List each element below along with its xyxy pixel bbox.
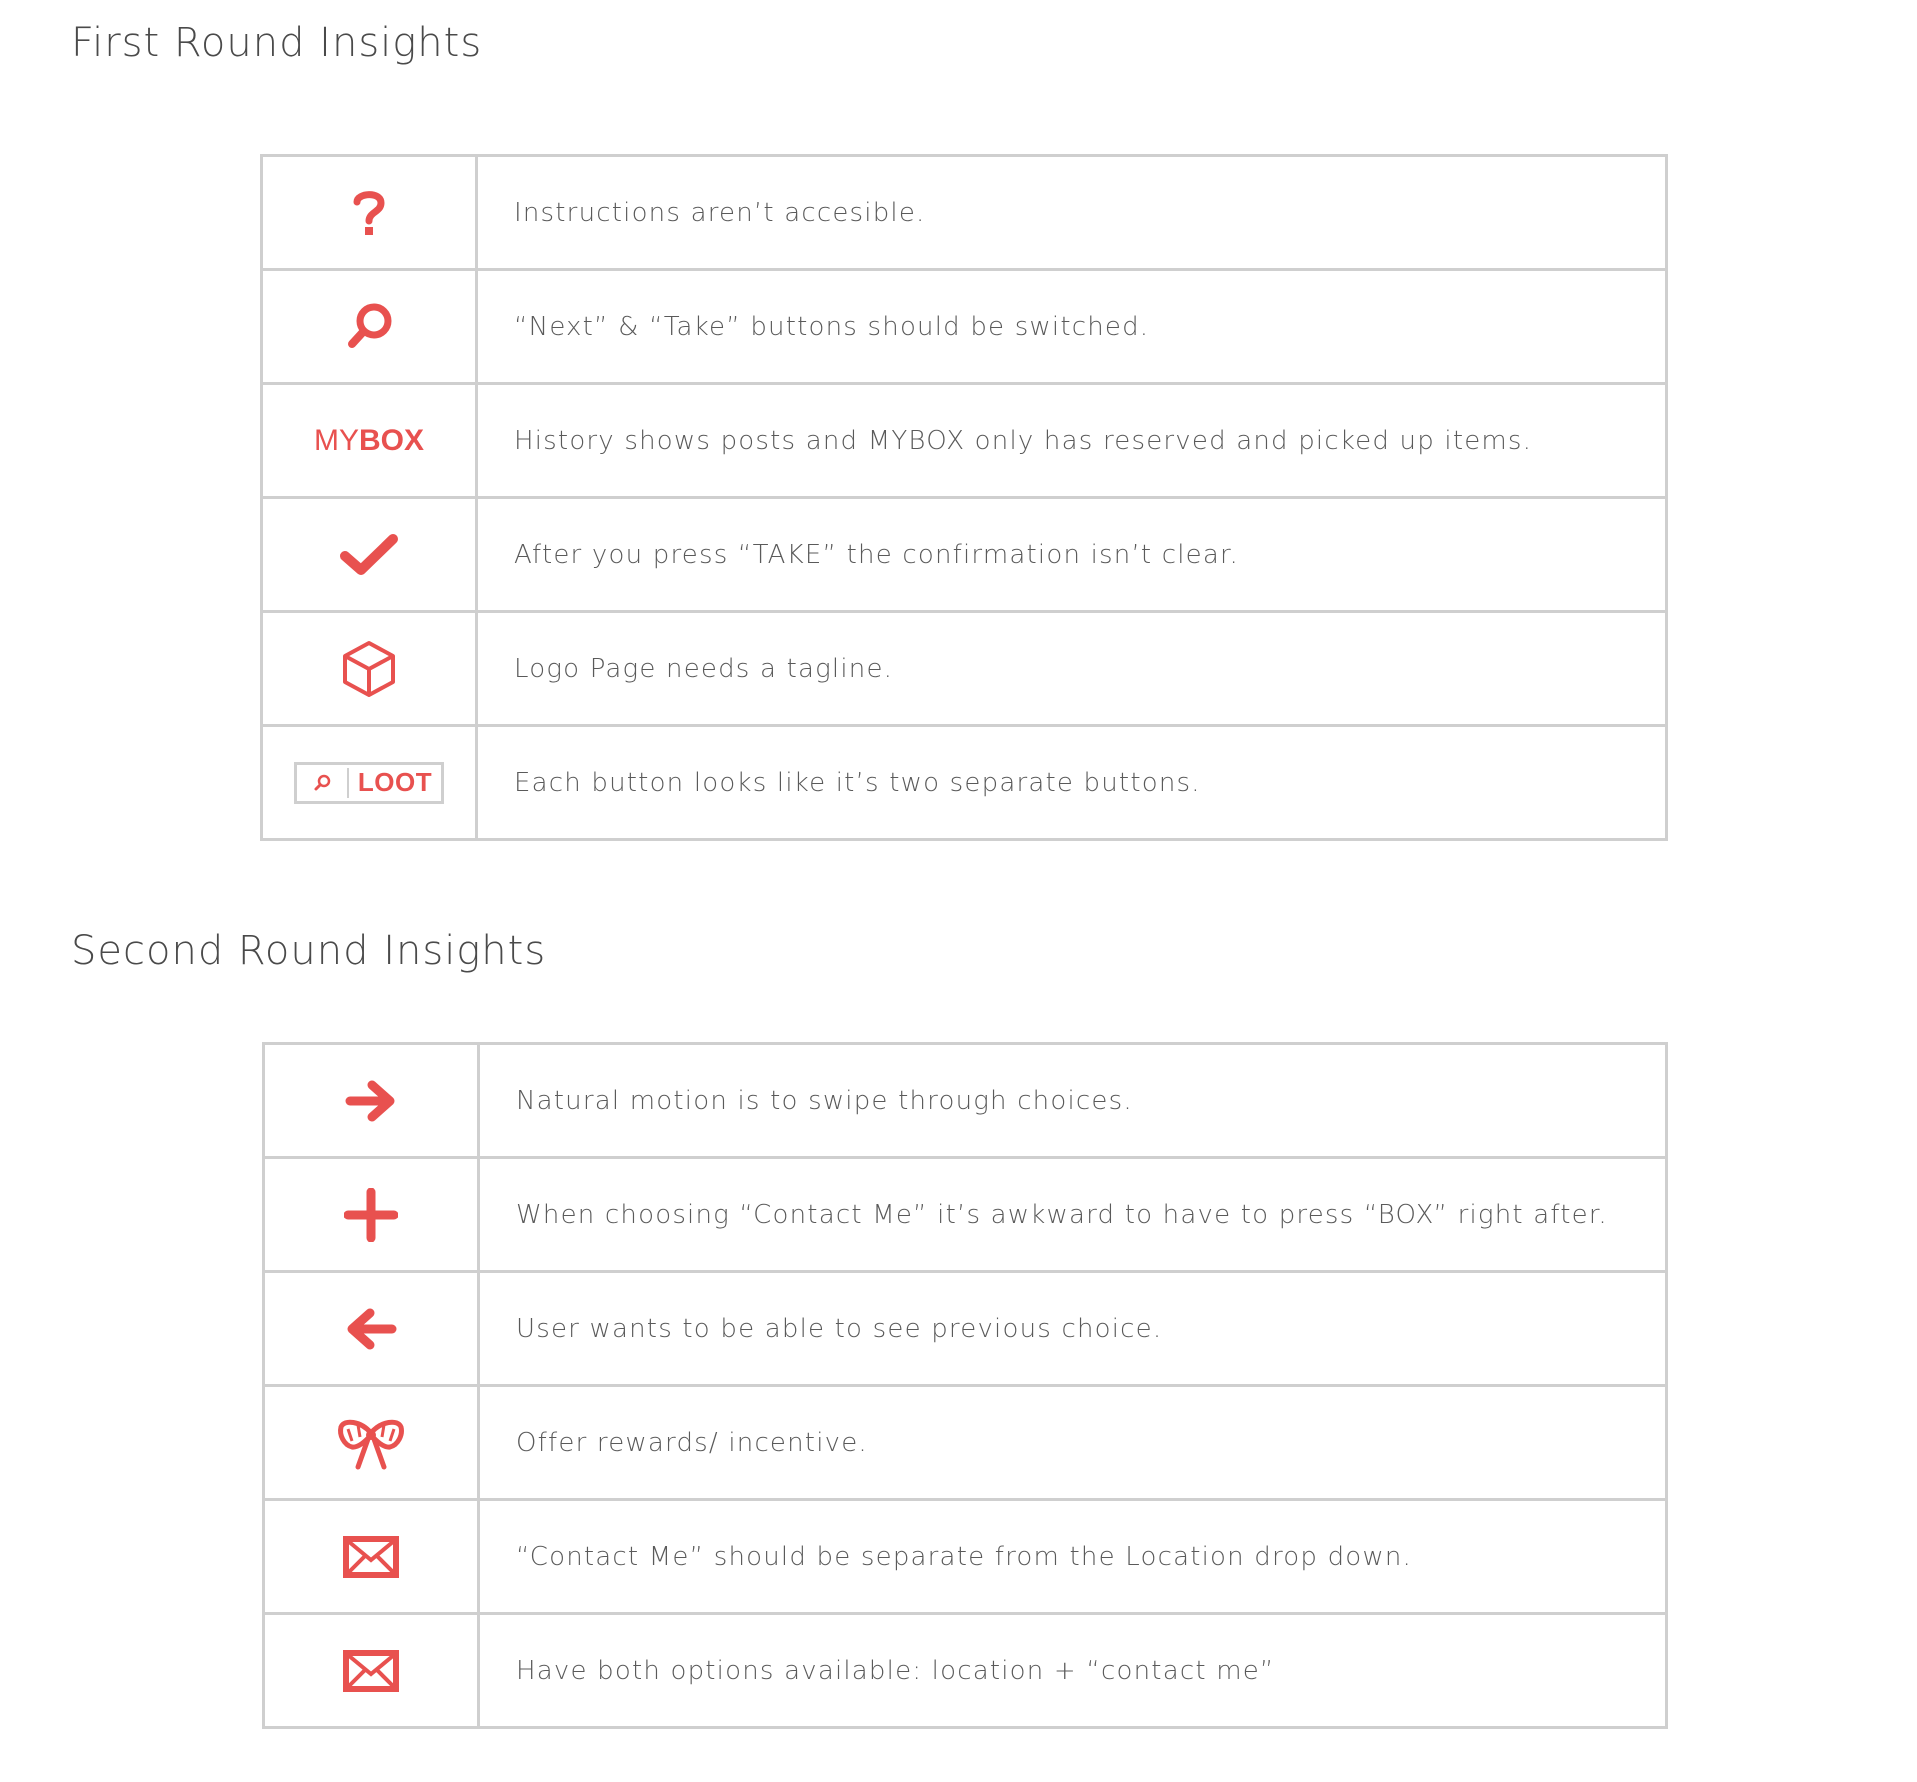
insight-text: History shows posts and MYBOX only has reserved and picked up items. xyxy=(477,384,1667,498)
search-icon xyxy=(342,300,396,354)
icon-cell xyxy=(262,384,477,498)
loot-button-icon xyxy=(294,762,444,804)
first-round-table xyxy=(260,154,1668,841)
first-round-title: First Round Insights xyxy=(71,20,483,66)
box-cube-icon xyxy=(341,639,397,699)
arrow-left-icon xyxy=(344,1307,398,1351)
icon-cell xyxy=(264,1272,479,1386)
icon-cell xyxy=(264,1500,479,1614)
insight-text: Have both options available: location + “contact me” xyxy=(479,1614,1667,1728)
checkmark-icon xyxy=(339,532,399,578)
insight-text: Logo Page needs a tagline. xyxy=(477,612,1667,726)
mybox-logo-my: MY xyxy=(313,423,359,457)
insight-text: User wants to be able to see previous choice. xyxy=(479,1272,1667,1386)
table-row xyxy=(262,498,1667,612)
table-row xyxy=(262,384,1667,498)
mybox-logo-box: BOX xyxy=(358,423,424,457)
icon-cell xyxy=(262,612,477,726)
table-row xyxy=(264,1158,1667,1272)
second-round-table xyxy=(262,1042,1668,1729)
insight-text: Offer rewards/ incentive. xyxy=(479,1386,1667,1500)
icon-cell xyxy=(262,156,477,270)
loot-label: LOOT xyxy=(357,767,433,797)
table-row xyxy=(262,156,1667,270)
loot-search-icon xyxy=(297,774,347,792)
table-row xyxy=(262,612,1667,726)
table-row xyxy=(264,1272,1667,1386)
table-row xyxy=(264,1386,1667,1500)
icon-cell xyxy=(262,270,477,384)
envelope-icon xyxy=(343,1650,399,1692)
insight-text: “Next” & “Take” buttons should be switched. xyxy=(477,270,1667,384)
arrow-right-icon xyxy=(344,1079,398,1123)
insight-text: When choosing “Contact Me” it’s awkward to have to press “BOX” right after. xyxy=(479,1158,1667,1272)
second-round-title: Second Round Insights xyxy=(71,928,547,974)
insight-text: “Contact Me” should be separate from the Location drop down. xyxy=(479,1500,1667,1614)
envelope-icon xyxy=(343,1536,399,1578)
plus-icon xyxy=(344,1188,398,1242)
icon-cell xyxy=(264,1044,479,1158)
insight-text: Each button looks like it’s two separate buttons. xyxy=(477,726,1667,840)
table-row xyxy=(264,1500,1667,1614)
mybox-logo xyxy=(314,424,424,457)
insight-text: After you press “TAKE” the confirmation isn’t clear. xyxy=(477,498,1667,612)
icon-cell xyxy=(264,1614,479,1728)
icon-cell xyxy=(264,1386,479,1500)
bow-ribbon-icon xyxy=(336,1415,406,1471)
insight-text: Natural motion is to swipe through choices. xyxy=(479,1044,1667,1158)
icon-cell xyxy=(264,1158,479,1272)
icon-cell xyxy=(262,726,477,840)
table-row xyxy=(262,726,1667,840)
table-row xyxy=(264,1044,1667,1158)
icon-cell xyxy=(262,498,477,612)
table-row xyxy=(262,270,1667,384)
table-row xyxy=(264,1614,1667,1728)
insight-text: Instructions aren’t accesible. xyxy=(477,156,1667,270)
question-mark-icon xyxy=(349,188,389,238)
